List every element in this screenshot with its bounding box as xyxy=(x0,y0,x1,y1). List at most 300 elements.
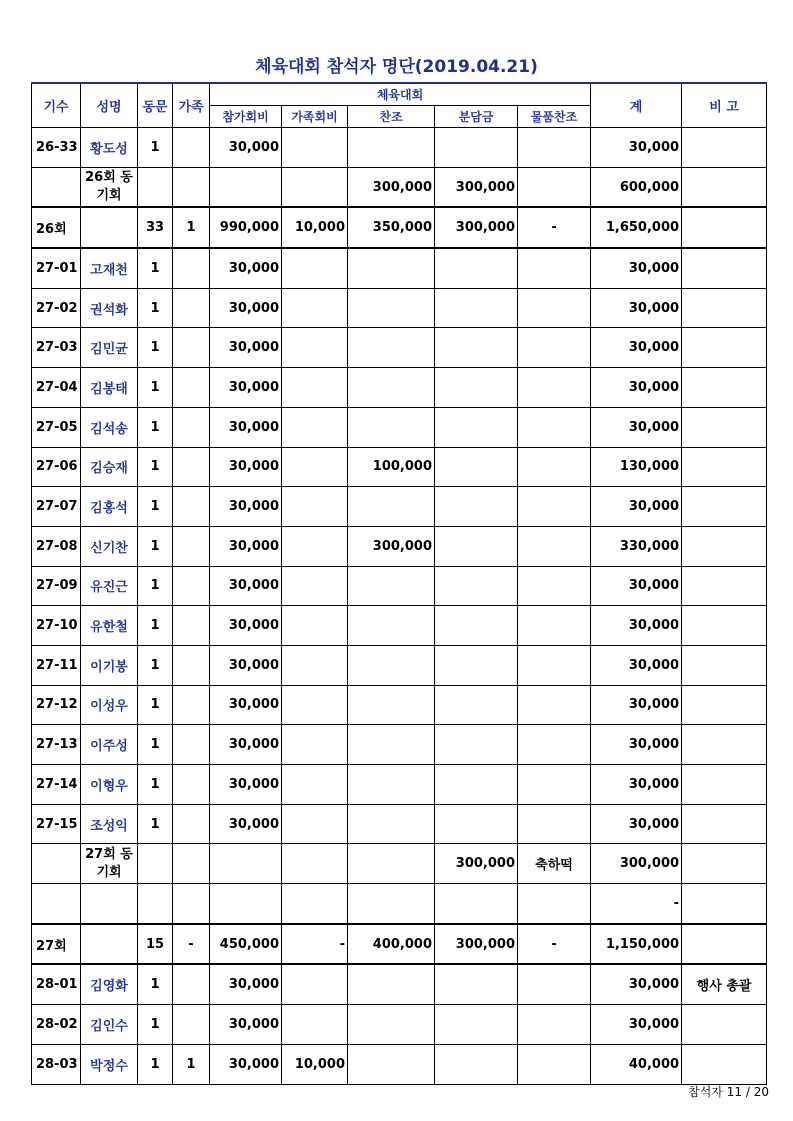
header-gisu: 기수 xyxy=(32,83,81,128)
cell-share xyxy=(435,128,518,168)
cell-share xyxy=(435,288,518,328)
cell-share xyxy=(435,328,518,368)
cell-family-fee xyxy=(282,725,348,765)
table-row xyxy=(32,645,767,685)
cell-dongmun: 1 xyxy=(138,725,173,765)
cell-name: 김민균 xyxy=(81,328,138,368)
cell-total: 30,000 xyxy=(591,407,682,447)
cell-note xyxy=(682,804,767,844)
cell-family xyxy=(173,167,210,207)
cell-gisu: 27회 xyxy=(32,924,81,965)
cell-fee xyxy=(210,167,282,207)
cell-goods xyxy=(518,407,591,447)
cell-total: 30,000 xyxy=(591,128,682,168)
cell-family-fee xyxy=(282,1005,348,1045)
cell-gisu: 27-11 xyxy=(32,645,81,685)
cell-family-fee xyxy=(282,606,348,646)
table-row xyxy=(32,288,767,328)
table-row xyxy=(32,526,767,566)
cell-family xyxy=(173,368,210,408)
cell-note xyxy=(682,844,767,884)
cell-share xyxy=(435,606,518,646)
cell-family-fee xyxy=(282,566,348,606)
cell-name: 신기찬 xyxy=(81,526,138,566)
cell-goods xyxy=(518,725,591,765)
cell-gisu: 28-03 xyxy=(32,1044,81,1084)
cell-sponsor: 300,000 xyxy=(348,526,435,566)
cell-dongmun: 1 xyxy=(138,804,173,844)
cell-dongmun: 1 xyxy=(138,645,173,685)
cell-family-fee: 10,000 xyxy=(282,1044,348,1084)
cell-share xyxy=(435,248,518,288)
cell-note xyxy=(682,368,767,408)
cell-family xyxy=(173,685,210,725)
cell-goods xyxy=(518,645,591,685)
cell-sponsor xyxy=(348,725,435,765)
cell-share xyxy=(435,964,518,1004)
cell-name: 김승재 xyxy=(81,447,138,487)
cell-share xyxy=(435,804,518,844)
cell-dongmun: 1 xyxy=(138,566,173,606)
cell-goods: - xyxy=(518,924,591,965)
cell-family-fee xyxy=(282,167,348,207)
cell-total: 30,000 xyxy=(591,804,682,844)
table-row xyxy=(32,804,767,844)
cell-fee: 450,000 xyxy=(210,924,282,965)
cell-dongmun: 1 xyxy=(138,765,173,805)
cell-family-fee xyxy=(282,685,348,725)
cell-note xyxy=(682,207,767,248)
cell-family-fee xyxy=(282,765,348,805)
cell-total: 30,000 xyxy=(591,248,682,288)
cell-note: 행사 총괄 xyxy=(682,964,767,1004)
cell-family: 1 xyxy=(173,207,210,248)
cell-dongmun: 1 xyxy=(138,447,173,487)
cell-family-fee xyxy=(282,128,348,168)
cell-family xyxy=(173,128,210,168)
cell-family xyxy=(173,447,210,487)
cell-share xyxy=(435,566,518,606)
cell-dongmun: 1 xyxy=(138,407,173,447)
cell-fee xyxy=(210,844,282,884)
cell-name: 김인수 xyxy=(81,1005,138,1045)
cell-sponsor xyxy=(348,128,435,168)
cell-gisu: 27-06 xyxy=(32,447,81,487)
cell-note xyxy=(682,128,767,168)
cell-share xyxy=(435,1044,518,1084)
cell-total: 30,000 xyxy=(591,1005,682,1045)
cell-dongmun: 1 xyxy=(138,128,173,168)
cell-fee: 30,000 xyxy=(210,566,282,606)
cell-family-fee xyxy=(282,288,348,328)
table-row xyxy=(32,725,767,765)
cell-dongmun xyxy=(138,884,173,924)
header-share: 분담금 xyxy=(435,106,518,128)
table-row xyxy=(32,407,767,447)
cell-fee: 30,000 xyxy=(210,328,282,368)
cell-name: 김영화 xyxy=(81,964,138,1004)
cell-total: 130,000 xyxy=(591,447,682,487)
cell-share xyxy=(435,1005,518,1045)
cell-total: 30,000 xyxy=(591,964,682,1004)
cell-note xyxy=(682,328,767,368)
header-sponsor: 찬조 xyxy=(348,106,435,128)
cell-fee: 30,000 xyxy=(210,685,282,725)
cell-gisu xyxy=(32,884,81,924)
header-dongmun: 동문 xyxy=(138,83,173,128)
cell-sponsor xyxy=(348,804,435,844)
cell-family: - xyxy=(173,924,210,965)
cell-share xyxy=(435,765,518,805)
cell-goods xyxy=(518,288,591,328)
cell-sponsor xyxy=(348,487,435,527)
cell-gisu: 27-10 xyxy=(32,606,81,646)
cell-name: 유진근 xyxy=(81,566,138,606)
cell-fee: 30,000 xyxy=(210,1005,282,1045)
cell-fee: 30,000 xyxy=(210,645,282,685)
header-event-group: 체육대회 xyxy=(210,83,591,106)
cell-family xyxy=(173,645,210,685)
cell-family xyxy=(173,248,210,288)
table-row xyxy=(32,765,767,805)
cell-name: 이형우 xyxy=(81,765,138,805)
cell-fee: 30,000 xyxy=(210,526,282,566)
cell-gisu: 27-03 xyxy=(32,328,81,368)
cell-gisu: 27-01 xyxy=(32,248,81,288)
table-row xyxy=(32,606,767,646)
subtotal-row xyxy=(32,207,767,248)
cell-dongmun xyxy=(138,167,173,207)
group-row xyxy=(32,844,767,884)
cell-fee: 30,000 xyxy=(210,765,282,805)
cell-family xyxy=(173,884,210,924)
cell-name: 김봉태 xyxy=(81,368,138,408)
cell-gisu: 28-01 xyxy=(32,964,81,1004)
table-row xyxy=(32,566,767,606)
cell-total: 30,000 xyxy=(591,606,682,646)
cell-gisu: 27-07 xyxy=(32,487,81,527)
cell-goods xyxy=(518,248,591,288)
cell-sponsor xyxy=(348,1044,435,1084)
cell-note xyxy=(682,1005,767,1045)
cell-sponsor: 100,000 xyxy=(348,447,435,487)
cell-total: 330,000 xyxy=(591,526,682,566)
table-row xyxy=(32,1044,767,1084)
cell-sponsor xyxy=(348,407,435,447)
cell-family-fee xyxy=(282,844,348,884)
footer-label: 참석자 xyxy=(688,1085,723,1099)
cell-goods xyxy=(518,526,591,566)
cell-total: 30,000 xyxy=(591,368,682,408)
table-row xyxy=(32,964,767,1004)
cell-sponsor xyxy=(348,765,435,805)
cell-share xyxy=(435,487,518,527)
cell-goods: 축하떡 xyxy=(518,844,591,884)
cell-name: 박정수 xyxy=(81,1044,138,1084)
cell-gisu: 27-02 xyxy=(32,288,81,328)
cell-family-fee xyxy=(282,407,348,447)
cell-family xyxy=(173,288,210,328)
subtotal-row xyxy=(32,924,767,965)
cell-family-fee xyxy=(282,487,348,527)
header-family-fee: 가족회비 xyxy=(282,106,348,128)
cell-sponsor xyxy=(348,606,435,646)
cell-total: 30,000 xyxy=(591,645,682,685)
cell-family xyxy=(173,407,210,447)
header-goods: 물품찬조 xyxy=(518,106,591,128)
cell-family xyxy=(173,526,210,566)
page-title: 체육대회 참석자 명단(2019.04.21) xyxy=(255,57,538,77)
cell-share xyxy=(435,645,518,685)
page-footer xyxy=(688,1083,769,1100)
cell-name xyxy=(81,924,138,965)
cell-sponsor xyxy=(348,328,435,368)
cell-note xyxy=(682,725,767,765)
cell-total: 30,000 xyxy=(591,685,682,725)
cell-gisu: 27-05 xyxy=(32,407,81,447)
cell-gisu: 27-15 xyxy=(32,804,81,844)
cell-total: - xyxy=(591,884,682,924)
table-row xyxy=(32,685,767,725)
table-row xyxy=(32,447,767,487)
cell-note xyxy=(682,645,767,685)
cell-gisu: 26회 xyxy=(32,207,81,248)
cell-dongmun: 1 xyxy=(138,1044,173,1084)
cell-note xyxy=(682,487,767,527)
cell-name: 27회 동기회 xyxy=(81,844,138,884)
cell-gisu: 27-14 xyxy=(32,765,81,805)
cell-family xyxy=(173,765,210,805)
cell-goods xyxy=(518,487,591,527)
cell-share xyxy=(435,884,518,924)
cell-note xyxy=(682,447,767,487)
cell-sponsor: 400,000 xyxy=(348,924,435,965)
cell-total: 1,650,000 xyxy=(591,207,682,248)
cell-fee: 30,000 xyxy=(210,288,282,328)
cell-sponsor xyxy=(348,248,435,288)
cell-dongmun: 15 xyxy=(138,924,173,965)
cell-sponsor xyxy=(348,1005,435,1045)
table-row xyxy=(32,884,767,924)
cell-note xyxy=(682,248,767,288)
cell-fee: 30,000 xyxy=(210,606,282,646)
cell-note xyxy=(682,526,767,566)
cell-goods xyxy=(518,606,591,646)
cell-family-fee: - xyxy=(282,924,348,965)
cell-family xyxy=(173,487,210,527)
cell-fee: 30,000 xyxy=(210,248,282,288)
cell-gisu xyxy=(32,844,81,884)
footer-page: 11 xyxy=(726,1085,743,1099)
cell-family: 1 xyxy=(173,1044,210,1084)
header-family: 가족 xyxy=(173,83,210,128)
cell-fee: 30,000 xyxy=(210,725,282,765)
cell-goods xyxy=(518,128,591,168)
cell-goods xyxy=(518,368,591,408)
cell-note xyxy=(682,924,767,965)
cell-share: 300,000 xyxy=(435,167,518,207)
cell-family xyxy=(173,328,210,368)
cell-note xyxy=(682,167,767,207)
cell-goods xyxy=(518,447,591,487)
cell-name: 권석화 xyxy=(81,288,138,328)
footer-separator: / xyxy=(745,1085,750,1099)
cell-goods xyxy=(518,804,591,844)
cell-gisu: 27-08 xyxy=(32,526,81,566)
cell-gisu: 27-13 xyxy=(32,725,81,765)
cell-fee: 30,000 xyxy=(210,407,282,447)
cell-family xyxy=(173,844,210,884)
header-row-top xyxy=(32,83,767,106)
cell-family-fee xyxy=(282,645,348,685)
cell-share xyxy=(435,526,518,566)
cell-gisu: 27-09 xyxy=(32,566,81,606)
cell-dongmun xyxy=(138,844,173,884)
cell-share: 300,000 xyxy=(435,844,518,884)
cell-share xyxy=(435,685,518,725)
cell-sponsor xyxy=(348,964,435,1004)
cell-goods xyxy=(518,964,591,1004)
attendee-table xyxy=(31,82,767,1085)
table-row xyxy=(32,368,767,408)
cell-note xyxy=(682,288,767,328)
cell-goods: - xyxy=(518,207,591,248)
header-fee: 참가회비 xyxy=(210,106,282,128)
table-row xyxy=(32,1005,767,1045)
cell-goods xyxy=(518,328,591,368)
cell-name: 이주성 xyxy=(81,725,138,765)
cell-dongmun: 1 xyxy=(138,1005,173,1045)
cell-name: 26회 동기회 xyxy=(81,167,138,207)
cell-family-fee xyxy=(282,328,348,368)
cell-sponsor xyxy=(348,884,435,924)
cell-note xyxy=(682,685,767,725)
cell-gisu: 27-12 xyxy=(32,685,81,725)
cell-family-fee xyxy=(282,964,348,1004)
cell-dongmun: 1 xyxy=(138,248,173,288)
cell-share: 300,000 xyxy=(435,924,518,965)
table-row xyxy=(32,487,767,527)
cell-name: 황도성 xyxy=(81,128,138,168)
cell-name: 유한철 xyxy=(81,606,138,646)
cell-note xyxy=(682,566,767,606)
cell-fee xyxy=(210,884,282,924)
cell-sponsor xyxy=(348,844,435,884)
cell-fee: 30,000 xyxy=(210,804,282,844)
cell-total: 30,000 xyxy=(591,328,682,368)
cell-dongmun: 1 xyxy=(138,526,173,566)
header-note: 비 고 xyxy=(682,83,767,128)
cell-family-fee xyxy=(282,526,348,566)
cell-goods xyxy=(518,765,591,805)
cell-fee: 30,000 xyxy=(210,128,282,168)
group-row xyxy=(32,167,767,207)
cell-dongmun: 1 xyxy=(138,606,173,646)
cell-family-fee xyxy=(282,447,348,487)
cell-family xyxy=(173,964,210,1004)
cell-name: 이기봉 xyxy=(81,645,138,685)
cell-name xyxy=(81,884,138,924)
cell-family xyxy=(173,725,210,765)
cell-family xyxy=(173,566,210,606)
cell-family xyxy=(173,606,210,646)
cell-fee: 30,000 xyxy=(210,487,282,527)
cell-sponsor: 350,000 xyxy=(348,207,435,248)
cell-note xyxy=(682,407,767,447)
table-row xyxy=(32,328,767,368)
cell-family-fee xyxy=(282,884,348,924)
cell-share xyxy=(435,447,518,487)
cell-sponsor xyxy=(348,288,435,328)
footer-total-pages: 20 xyxy=(753,1085,769,1099)
cell-goods xyxy=(518,566,591,606)
cell-note xyxy=(682,1044,767,1084)
cell-gisu: 26-33 xyxy=(32,128,81,168)
cell-gisu: 27-04 xyxy=(32,368,81,408)
cell-fee: 30,000 xyxy=(210,1044,282,1084)
cell-name: 조성익 xyxy=(81,804,138,844)
cell-dongmun: 33 xyxy=(138,207,173,248)
cell-total: 30,000 xyxy=(591,487,682,527)
cell-dongmun: 1 xyxy=(138,288,173,328)
cell-sponsor xyxy=(348,685,435,725)
table-row xyxy=(32,128,767,168)
cell-name: 이성우 xyxy=(81,685,138,725)
cell-total: 40,000 xyxy=(591,1044,682,1084)
cell-share: 300,000 xyxy=(435,207,518,248)
cell-fee: 30,000 xyxy=(210,964,282,1004)
cell-family xyxy=(173,1005,210,1045)
cell-total: 30,000 xyxy=(591,566,682,606)
header-total: 계 xyxy=(591,83,682,128)
cell-fee: 30,000 xyxy=(210,368,282,408)
table-row xyxy=(32,248,767,288)
cell-share xyxy=(435,368,518,408)
cell-gisu: 28-02 xyxy=(32,1005,81,1045)
cell-family-fee xyxy=(282,248,348,288)
cell-family-fee: 10,000 xyxy=(282,207,348,248)
cell-sponsor xyxy=(348,368,435,408)
cell-sponsor xyxy=(348,566,435,606)
cell-total: 30,000 xyxy=(591,288,682,328)
cell-name: 김석송 xyxy=(81,407,138,447)
cell-share xyxy=(435,407,518,447)
cell-family xyxy=(173,804,210,844)
cell-gisu xyxy=(32,167,81,207)
cell-share xyxy=(435,725,518,765)
cell-dongmun: 1 xyxy=(138,964,173,1004)
cell-note xyxy=(682,884,767,924)
cell-goods xyxy=(518,167,591,207)
cell-name: 김홍석 xyxy=(81,487,138,527)
cell-fee: 30,000 xyxy=(210,447,282,487)
cell-fee: 990,000 xyxy=(210,207,282,248)
cell-note xyxy=(682,765,767,805)
cell-family-fee xyxy=(282,368,348,408)
cell-goods xyxy=(518,1044,591,1084)
cell-name xyxy=(81,207,138,248)
cell-name: 고재천 xyxy=(81,248,138,288)
cell-dongmun: 1 xyxy=(138,328,173,368)
cell-goods xyxy=(518,685,591,725)
cell-note xyxy=(682,606,767,646)
cell-dongmun: 1 xyxy=(138,685,173,725)
cell-total: 1,150,000 xyxy=(591,924,682,965)
cell-dongmun: 1 xyxy=(138,368,173,408)
cell-total: 30,000 xyxy=(591,765,682,805)
table-body xyxy=(32,128,767,1085)
cell-sponsor: 300,000 xyxy=(348,167,435,207)
